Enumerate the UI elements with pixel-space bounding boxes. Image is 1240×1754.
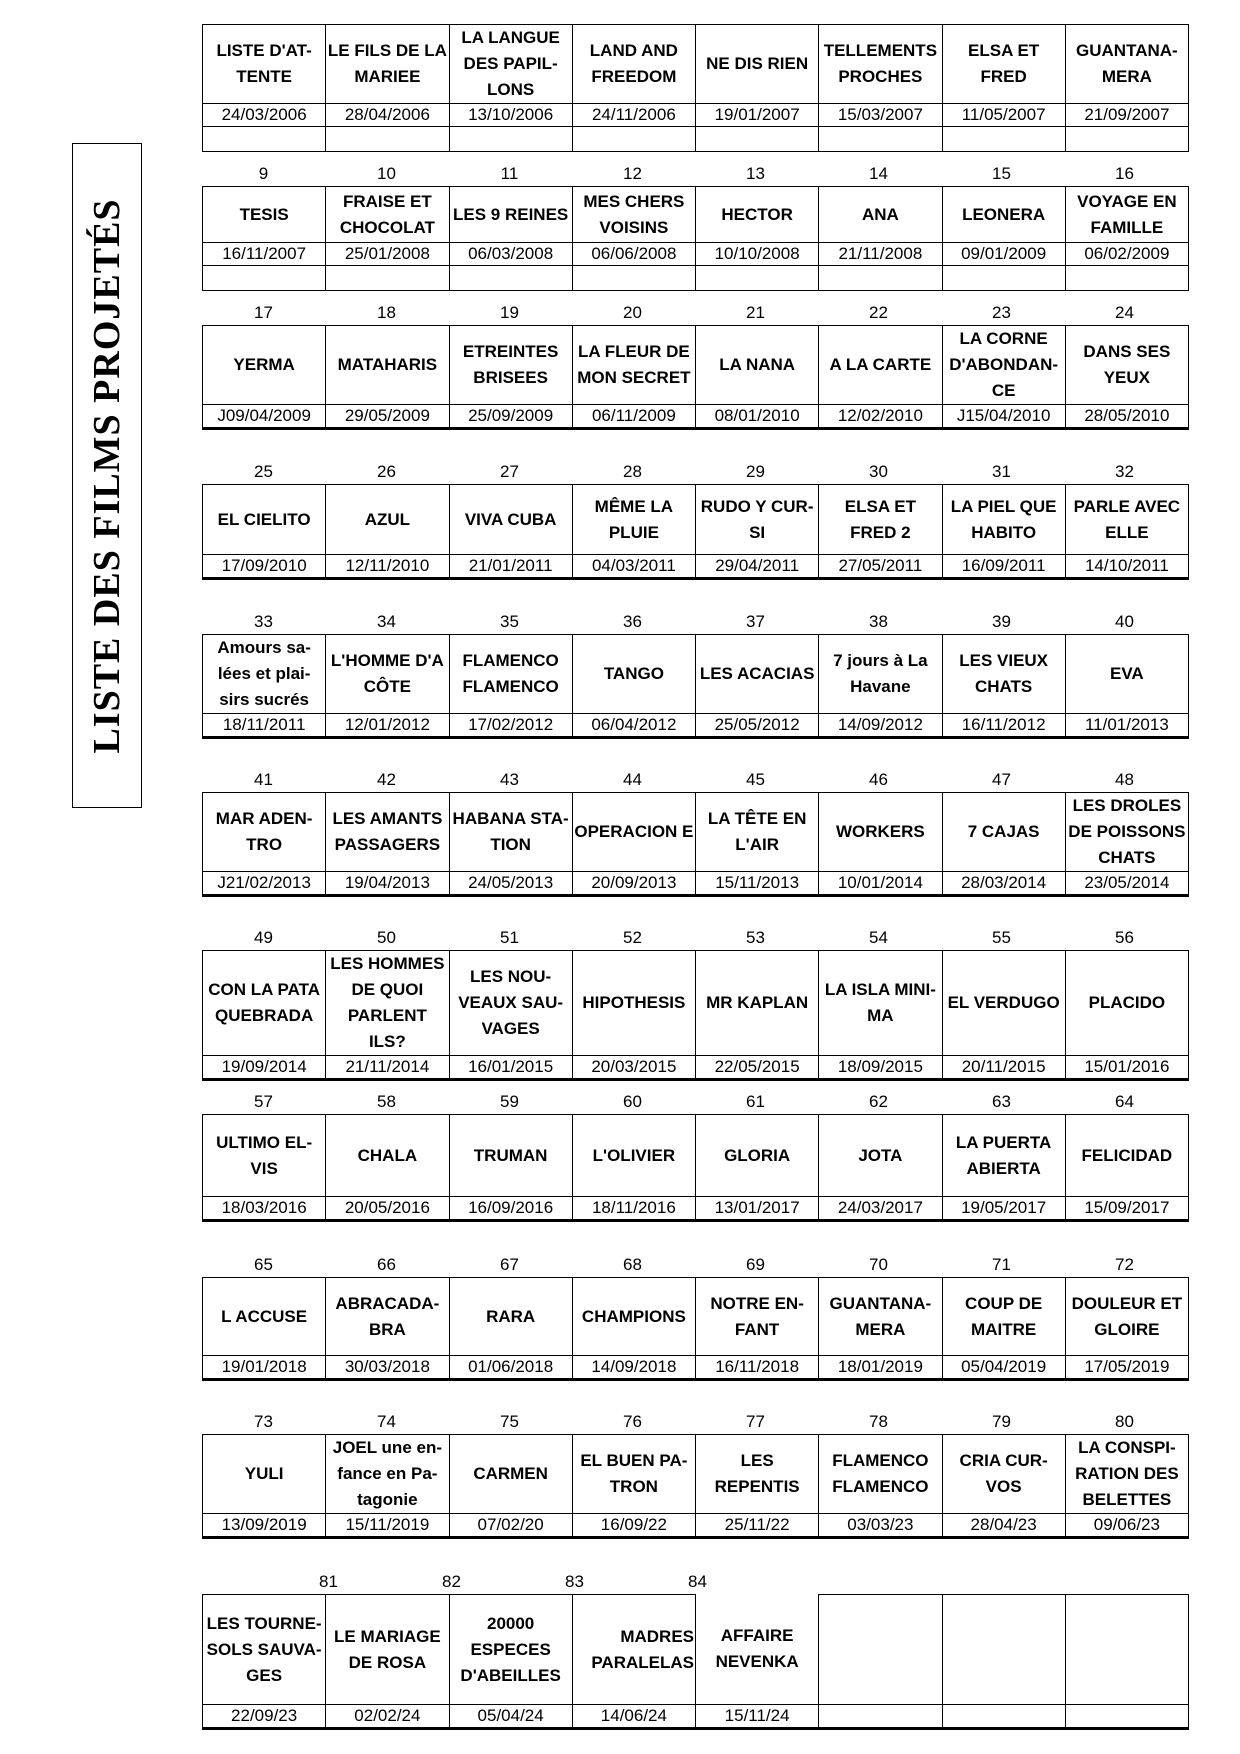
film-number: 36 (623, 612, 642, 631)
film-date: 09/06/23 (1065, 1514, 1188, 1538)
film-title: MAR ADEN-TRO (203, 793, 326, 872)
film-title: HECTOR (696, 187, 819, 243)
film-number: 45 (746, 770, 765, 789)
film-title: ULTIMO EL-VIS (203, 1115, 326, 1197)
film-number: 38 (869, 612, 888, 631)
film-title: HABANA STA-TION (449, 793, 572, 872)
film-title: LE MARIAGE DE ROSA (326, 1595, 449, 1705)
film-date: 13/01/2017 (696, 1197, 819, 1221)
films-table (202, 950, 1189, 1081)
film-number: 41 (254, 770, 273, 789)
film-date: 15/11/2013 (696, 872, 819, 896)
film-date: 08/01/2010 (696, 405, 819, 429)
film-number: 56 (1115, 928, 1134, 947)
film-title: VIVA CUBA (449, 485, 572, 555)
film-date: 18/11/2011 (203, 714, 326, 738)
film-date: 22/05/2015 (696, 1056, 819, 1080)
film-title (1065, 1595, 1188, 1705)
film-number: 47 (992, 770, 1011, 789)
film-number: 19 (500, 303, 519, 322)
film-title: MADRES PARALELAS (572, 1595, 695, 1705)
film-number: 10 (377, 164, 396, 183)
film-number: 57 (254, 1092, 273, 1111)
film-title: FRAISE ET CHOCOLAT (326, 187, 449, 243)
film-number: 51 (500, 928, 519, 947)
film-number: 20 (623, 303, 642, 322)
film-number: 67 (500, 1255, 519, 1274)
film-numbers (202, 1255, 1189, 1275)
film-date: J09/04/2009 (203, 405, 326, 429)
film-title: EVA (1065, 635, 1188, 714)
film-date: 04/03/2011 (572, 555, 695, 579)
film-title: TELLEMENTS PROCHES (819, 25, 942, 104)
film-date: 18/11/2016 (572, 1197, 695, 1221)
film-title: LA ISLA MINI-MA (819, 951, 942, 1056)
film-date: 17/02/2012 (449, 714, 572, 738)
film-date: 24/11/2006 (572, 104, 695, 127)
page-title: LISTE DES FILMS PROJETÉS (86, 197, 128, 754)
film-title: JOTA (819, 1115, 942, 1197)
film-title: GUANTANA-MERA (1065, 25, 1188, 104)
film-date: 28/04/23 (942, 1514, 1065, 1538)
film-number: 16 (1115, 164, 1134, 183)
film-title: LEONERA (942, 187, 1065, 243)
film-title: DOULEUR ET GLOIRE (1065, 1278, 1188, 1356)
empty-cell (326, 127, 449, 152)
film-title: TESIS (203, 187, 326, 243)
film-number: 22 (869, 303, 888, 322)
film-title: MÊME LA PLUIE (572, 485, 695, 555)
film-title: LES DROLES DE POISSONS CHATS (1065, 793, 1188, 872)
film-number: 61 (746, 1092, 765, 1111)
film-date: 01/06/2018 (449, 1356, 572, 1380)
film-date: 20/03/2015 (572, 1056, 695, 1080)
film-date: 21/11/2014 (326, 1056, 449, 1080)
film-date: 06/04/2012 (572, 714, 695, 738)
film-number: 58 (377, 1092, 396, 1111)
film-date: J21/02/2013 (203, 872, 326, 896)
film-title: CHAMPIONS (572, 1278, 695, 1356)
film-date: 14/09/2018 (572, 1356, 695, 1380)
films-table (202, 1277, 1189, 1381)
empty-cell (572, 266, 695, 291)
film-number: 78 (869, 1412, 888, 1431)
film-date: 11/05/2007 (942, 104, 1065, 127)
film-date: 06/06/2008 (572, 243, 695, 266)
film-title: 20000 ESPECES D'ABEILLES (449, 1595, 572, 1705)
film-title: ELSA ET FRED (942, 25, 1065, 104)
film-numbers (202, 462, 1189, 482)
film-numbers (202, 1412, 1189, 1432)
film-date: 19/01/2018 (203, 1356, 326, 1380)
film-numbers (202, 770, 1189, 790)
film-title: FLAMENCO FLAMENCO (819, 1435, 942, 1514)
film-title: MES CHERS VOISINS (572, 187, 695, 243)
film-number: 34 (377, 612, 396, 631)
film-date: 28/03/2014 (942, 872, 1065, 896)
film-number: 53 (746, 928, 765, 947)
film-title: CHALA (326, 1115, 449, 1197)
film-title: OPERACION E (572, 793, 695, 872)
film-date: 11/01/2013 (1065, 714, 1188, 738)
film-number: 13 (746, 164, 765, 183)
film-number: 29 (746, 462, 765, 481)
film-number: 39 (992, 612, 1011, 631)
film-title: LES VIEUX CHATS (942, 635, 1065, 714)
film-numbers (202, 612, 1189, 632)
film-title: NOTRE EN-FANT (696, 1278, 819, 1356)
film-number: 77 (746, 1412, 765, 1431)
film-date: 06/03/2008 (449, 243, 572, 266)
film-date: 15/11/2019 (326, 1514, 449, 1538)
film-date: J15/04/2010 (942, 405, 1065, 429)
films-table (202, 792, 1189, 897)
film-title: 7 CAJAS (942, 793, 1065, 872)
film-date: 29/04/2011 (696, 555, 819, 579)
empty-cell (449, 127, 572, 152)
film-title: NE DIS RIEN (696, 25, 819, 104)
film-date: 19/01/2007 (696, 104, 819, 127)
film-date: 21/01/2011 (449, 555, 572, 579)
film-numbers (202, 1092, 1189, 1112)
film-title: L'OLIVIER (572, 1115, 695, 1197)
films-table (202, 1594, 1189, 1730)
film-date: 25/05/2012 (696, 714, 819, 738)
film-number: 52 (623, 928, 642, 947)
film-number: 15 (992, 164, 1011, 183)
film-numbers (202, 303, 1189, 323)
film-title (942, 1595, 1065, 1705)
empty-cell (819, 127, 942, 152)
film-date (819, 1705, 942, 1729)
film-date: 21/11/2008 (819, 243, 942, 266)
film-title: JOEL une en-fance en Pa-tagonie (326, 1435, 449, 1514)
film-number: 46 (869, 770, 888, 789)
film-date: 19/05/2017 (942, 1197, 1065, 1221)
film-title: LES TOURNE-SOLS SAUVA-GES (203, 1595, 326, 1705)
film-title: LES REPENTIS (696, 1435, 819, 1514)
film-title: YERMA (203, 326, 326, 405)
film-title: ELSA ET FRED 2 (819, 485, 942, 555)
film-number: 74 (377, 1412, 396, 1431)
film-title: LES AMANTS PASSAGERS (326, 793, 449, 872)
film-number: 9 (258, 164, 269, 183)
film-date: 12/01/2012 (326, 714, 449, 738)
film-number: 49 (254, 928, 273, 947)
film-date: 18/03/2016 (203, 1197, 326, 1221)
film-title: MR KAPLAN (696, 951, 819, 1056)
film-title: DANS SES YEUX (1065, 326, 1188, 405)
film-title: FLAMENCO FLAMENCO (449, 635, 572, 714)
film-date: 25/01/2008 (326, 243, 449, 266)
film-date: 21/09/2007 (1065, 104, 1188, 127)
film-title: CRIA CUR-VOS (942, 1435, 1065, 1514)
film-date: 16/09/2011 (942, 555, 1065, 579)
film-date: 13/09/2019 (203, 1514, 326, 1538)
film-title: AZUL (326, 485, 449, 555)
film-date: 12/02/2010 (819, 405, 942, 429)
film-number: 59 (500, 1092, 519, 1111)
film-title: EL CIELITO (203, 485, 326, 555)
films-table (202, 186, 1189, 291)
film-title: LA PUERTA ABIERTA (942, 1115, 1065, 1197)
film-date: 20/05/2016 (326, 1197, 449, 1221)
film-date: 17/05/2019 (1065, 1356, 1188, 1380)
film-title: 7 jours à La Havane (819, 635, 942, 714)
film-date: 29/05/2009 (326, 405, 449, 429)
film-date (1065, 1705, 1188, 1729)
film-date: 10/01/2014 (819, 872, 942, 896)
film-date: 12/11/2010 (326, 555, 449, 579)
film-title: LISTE D'AT-TENTE (203, 25, 326, 104)
film-date: 23/05/2014 (1065, 872, 1188, 896)
film-date: 25/09/2009 (449, 405, 572, 429)
films-table (202, 634, 1189, 739)
film-title: Amours sa-lées et plai-sirs sucrés (203, 635, 326, 714)
film-title: ETREINTES BRISEES (449, 326, 572, 405)
film-title: LES HOMMES DE QUOI PARLENT ILS? (326, 951, 449, 1056)
film-title: CARMEN (449, 1435, 572, 1514)
film-title: COUP DE MAITRE (942, 1278, 1065, 1356)
film-title: ABRACADA-BRA (326, 1278, 449, 1356)
film-title: LA CORNE D'ABONDAN-CE (942, 326, 1065, 405)
empty-cell (696, 266, 819, 291)
film-date: 16/11/2018 (696, 1356, 819, 1380)
film-number: 63 (992, 1092, 1011, 1111)
film-title: LA PIEL QUE HABITO (942, 485, 1065, 555)
film-date: 27/05/2011 (819, 555, 942, 579)
film-title: LA NANA (696, 326, 819, 405)
film-number: 27 (500, 462, 519, 481)
film-date: 10/10/2008 (696, 243, 819, 266)
film-date: 16/09/22 (572, 1514, 695, 1538)
empty-cell (696, 127, 819, 152)
film-number: 64 (1115, 1092, 1134, 1111)
film-date: 28/05/2010 (1065, 405, 1188, 429)
film-number: 30 (869, 462, 888, 481)
film-title: LES NOU-VEAUX SAU-VAGES (449, 951, 572, 1056)
film-date: 05/04/2019 (942, 1356, 1065, 1380)
empty-cell (942, 266, 1065, 291)
film-number: 32 (1115, 462, 1134, 481)
empty-cell (326, 266, 449, 291)
films-table (202, 484, 1189, 580)
film-date: 16/11/2012 (942, 714, 1065, 738)
film-date: 19/04/2013 (326, 872, 449, 896)
film-date: 16/09/2016 (449, 1197, 572, 1221)
film-title: L'HOMME D'A CÔTE (326, 635, 449, 714)
film-date: 14/09/2012 (819, 714, 942, 738)
film-number: 60 (623, 1092, 642, 1111)
film-number: 54 (869, 928, 888, 947)
film-number: 24 (1115, 303, 1134, 322)
film-number: 18 (377, 303, 396, 322)
film-date: 19/09/2014 (203, 1056, 326, 1080)
film-date: 18/01/2019 (819, 1356, 942, 1380)
film-title: RARA (449, 1278, 572, 1356)
film-number: 42 (377, 770, 396, 789)
film-number: 43 (500, 770, 519, 789)
film-title: EL BUEN PA-TRON (572, 1435, 695, 1514)
film-numbers (202, 164, 1189, 184)
film-number: 44 (623, 770, 642, 789)
film-number: 40 (1115, 612, 1134, 631)
film-title: LA TÊTE EN L'AIR (696, 793, 819, 872)
film-date: 30/03/2018 (326, 1356, 449, 1380)
films-table (202, 1114, 1189, 1222)
film-number: 62 (869, 1092, 888, 1111)
film-title: VOYAGE EN FAMILLE (1065, 187, 1188, 243)
film-number: 17 (254, 303, 273, 322)
film-number: 79 (992, 1412, 1011, 1431)
empty-cell (449, 266, 572, 291)
film-date: 06/11/2009 (572, 405, 695, 429)
film-title: LAND AND FREEDOM (572, 25, 695, 104)
film-date: 17/09/2010 (203, 555, 326, 579)
page-title-box (72, 143, 142, 808)
films-table (202, 24, 1189, 152)
film-title: A LA CARTE (819, 326, 942, 405)
film-numbers (202, 1572, 1189, 1592)
film-date: 05/04/24 (449, 1705, 572, 1729)
film-number: 37 (746, 612, 765, 631)
film-title: AFFAIRE NEVENKA (696, 1595, 819, 1705)
film-number: 50 (377, 928, 396, 947)
film-date: 18/09/2015 (819, 1056, 942, 1080)
film-date: 22/09/23 (203, 1705, 326, 1729)
film-title: LE FILS DE LA MARIEE (326, 25, 449, 104)
empty-cell (203, 266, 326, 291)
film-number: 80 (1115, 1412, 1134, 1431)
film-title: YULI (203, 1435, 326, 1514)
film-title: PARLE AVEC ELLE (1065, 485, 1188, 555)
film-number: 55 (992, 928, 1011, 947)
film-date: 15/01/2016 (1065, 1056, 1188, 1080)
film-date: 14/06/24 (572, 1705, 695, 1729)
film-number: 31 (992, 462, 1011, 481)
film-number: 35 (500, 612, 519, 631)
film-title: L ACCUSE (203, 1278, 326, 1356)
film-number: 69 (746, 1255, 765, 1274)
film-title: HIPOTHESIS (572, 951, 695, 1056)
film-number: 65 (254, 1255, 273, 1274)
film-number: 14 (869, 164, 888, 183)
film-title: TANGO (572, 635, 695, 714)
film-number: 33 (254, 612, 273, 631)
film-title: FELICIDAD (1065, 1115, 1188, 1197)
film-number: 81 (319, 1572, 338, 1591)
films-table (202, 1434, 1189, 1539)
film-title: EL VERDUGO (942, 951, 1065, 1056)
film-number: 21 (746, 303, 765, 322)
film-number: 71 (992, 1255, 1011, 1274)
film-date (942, 1705, 1065, 1729)
film-title: GLORIA (696, 1115, 819, 1197)
film-title: LA CONSPI-RATION DES BELETTES (1065, 1435, 1188, 1514)
film-number: 84 (688, 1572, 707, 1591)
film-date: 24/03/2017 (819, 1197, 942, 1221)
film-title: MATAHARIS (326, 326, 449, 405)
film-date: 07/02/20 (449, 1514, 572, 1538)
film-date: 24/05/2013 (449, 872, 572, 896)
film-number: 73 (254, 1412, 273, 1431)
film-number: 75 (500, 1412, 519, 1431)
film-date: 15/09/2017 (1065, 1197, 1188, 1221)
film-title: WORKERS (819, 793, 942, 872)
film-title: LES 9 REINES (449, 187, 572, 243)
film-title: TRUMAN (449, 1115, 572, 1197)
film-title: GUANTANA-MERA (819, 1278, 942, 1356)
empty-cell (942, 127, 1065, 152)
film-title: PLACIDO (1065, 951, 1188, 1056)
film-date: 06/02/2009 (1065, 243, 1188, 266)
film-number: 26 (377, 462, 396, 481)
films-table (202, 325, 1189, 430)
film-date: 28/04/2006 (326, 104, 449, 127)
film-number: 25 (254, 462, 273, 481)
empty-cell (1065, 266, 1188, 291)
film-title: LES ACACIAS (696, 635, 819, 714)
film-number: 68 (623, 1255, 642, 1274)
film-title (819, 1595, 942, 1705)
empty-cell (1065, 127, 1188, 152)
film-date: 13/10/2006 (449, 104, 572, 127)
empty-cell (819, 266, 942, 291)
film-numbers (202, 928, 1189, 948)
film-number: 48 (1115, 770, 1134, 789)
film-number: 28 (623, 462, 642, 481)
film-number: 83 (565, 1572, 584, 1591)
film-title: LA FLEUR DE MON SECRET (572, 326, 695, 405)
film-number: 11 (500, 164, 519, 183)
film-number: 23 (992, 303, 1011, 322)
film-title: LA LANGUE DES PAPIL-LONS (449, 25, 572, 104)
empty-cell (572, 127, 695, 152)
film-number: 70 (869, 1255, 888, 1274)
film-date: 24/03/2006 (203, 104, 326, 127)
film-number: 76 (623, 1412, 642, 1431)
film-date: 03/03/23 (819, 1514, 942, 1538)
film-date: 02/02/24 (326, 1705, 449, 1729)
film-date: 16/11/2007 (203, 243, 326, 266)
film-number: 66 (377, 1255, 396, 1274)
film-date: 09/01/2009 (942, 243, 1065, 266)
film-date: 20/11/2015 (942, 1056, 1065, 1080)
film-number: 12 (623, 164, 642, 183)
film-date: 25/11/22 (696, 1514, 819, 1538)
film-number: 72 (1115, 1255, 1134, 1274)
film-date: 15/03/2007 (819, 104, 942, 127)
film-date: 20/09/2013 (572, 872, 695, 896)
film-title: CON LA PATA QUEBRADA (203, 951, 326, 1056)
film-date: 15/11/24 (696, 1705, 819, 1729)
empty-cell (203, 127, 326, 152)
film-title: RUDO Y CUR-SI (696, 485, 819, 555)
film-title: ANA (819, 187, 942, 243)
film-number: 82 (442, 1572, 461, 1591)
film-date: 16/01/2015 (449, 1056, 572, 1080)
film-date: 14/10/2011 (1065, 555, 1188, 579)
